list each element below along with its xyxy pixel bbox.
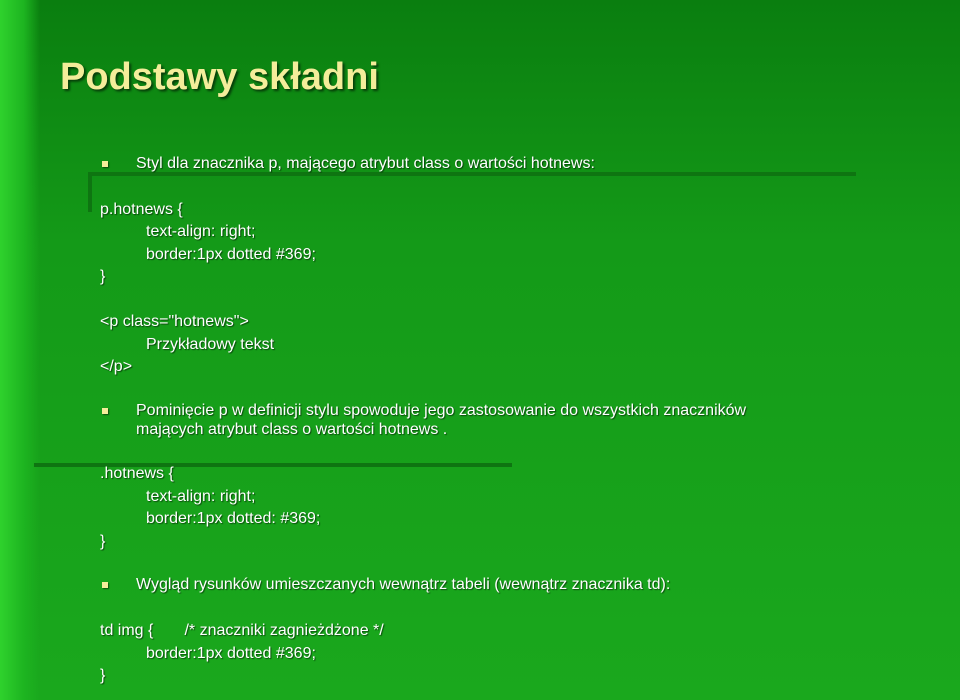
bullet-marker — [102, 582, 108, 588]
code-line: } — [100, 533, 106, 550]
code-line: } — [100, 667, 106, 684]
bullet-marker — [102, 408, 108, 414]
code-line: .hotnews { — [100, 465, 174, 482]
code-line: border:1px dotted: #369; — [146, 510, 321, 527]
code-line: border:1px dotted #369; — [146, 246, 316, 263]
code-line: td img { /* znaczniki zagnieżdżone */ — [100, 622, 384, 639]
bullet-marker — [102, 161, 108, 167]
code-line: border:1px dotted #369; — [146, 645, 316, 662]
decor-vline-top — [88, 172, 92, 212]
code-line: text-align: right; — [146, 488, 256, 505]
left-decor-band — [0, 0, 40, 700]
bullet-text: Styl dla znacznika p, mającego atrybut class o wartości hotnews: — [136, 155, 595, 172]
slide-title: Podstawy składni — [60, 56, 379, 98]
bullet-text: Pominięcie p w definicji stylu spowoduje jego zastosowanie do wszystkich znaczników — [136, 402, 747, 419]
code-line: p.hotnews { — [100, 201, 183, 218]
code-line: text-align: right; — [146, 223, 256, 240]
bullet-text-continuation: mających atrybut class o wartości hotnews . — [136, 421, 448, 438]
code-line: Przykładowy tekst — [146, 336, 275, 353]
code-line: } — [100, 268, 106, 285]
bullet-text: Wygląd rysunków umieszczanych wewnątrz tabeli (wewnątrz znacznika td): — [136, 576, 671, 593]
code-line: </p> — [100, 358, 133, 375]
code-line: <p class="hotnews"> — [100, 313, 249, 330]
